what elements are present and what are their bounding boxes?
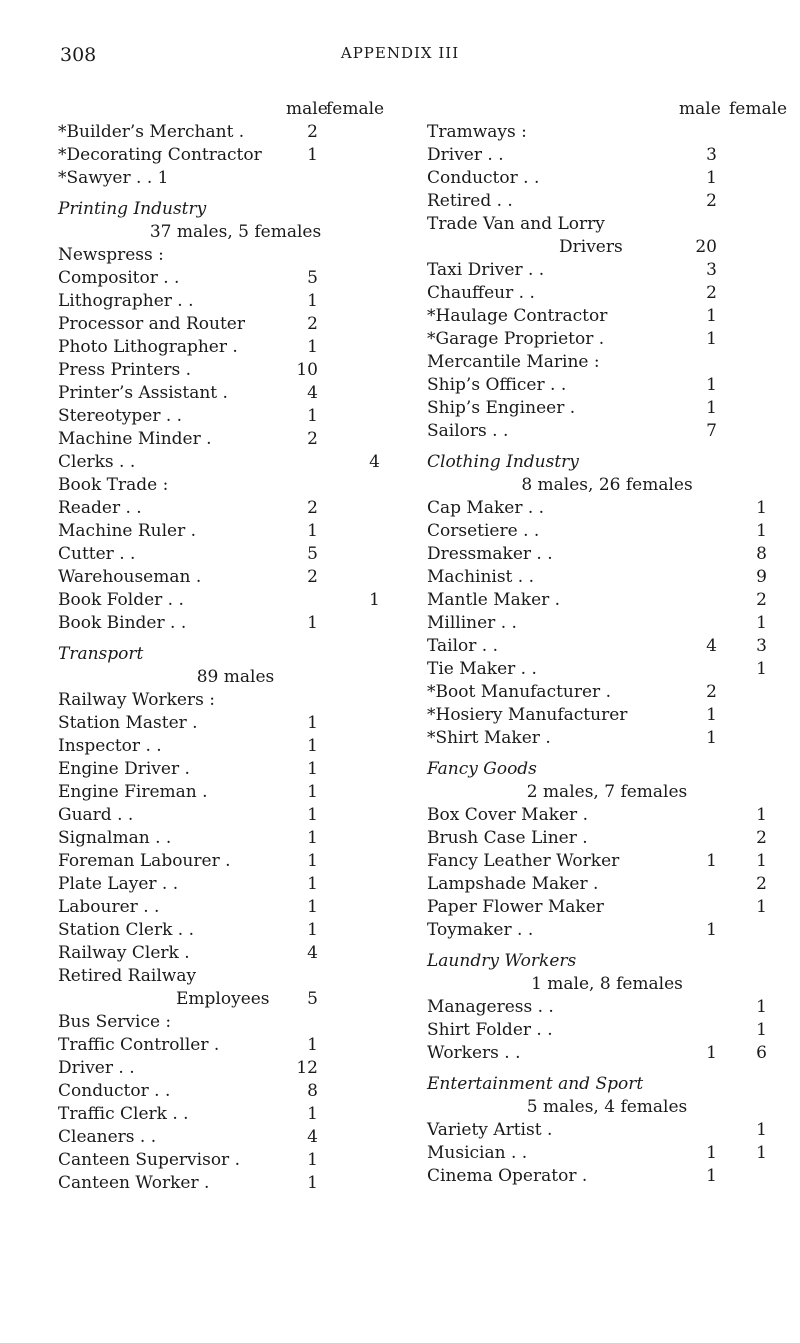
section-totals	[58, 666, 413, 689]
occupation-row	[427, 827, 787, 850]
male-count: 1	[307, 897, 318, 917]
female-count: 9	[756, 567, 767, 587]
occupation-row	[58, 497, 413, 520]
row-label: 8 males, 26 females	[521, 475, 693, 495]
row-label: Canteen Worker .	[58, 1173, 210, 1193]
occupation-row	[58, 942, 413, 965]
male-count: 1	[706, 168, 717, 188]
occupation-row	[58, 988, 413, 1011]
row-label: Machine Ruler .	[58, 521, 197, 541]
occupation-row	[58, 612, 413, 635]
male-count: 1	[307, 337, 318, 357]
row-label: Labourer . .	[58, 897, 160, 917]
male-count: 1	[307, 713, 318, 733]
row-label: Conductor . .	[427, 168, 540, 188]
male-count: 1	[706, 329, 717, 349]
row-label: Sailors . .	[427, 421, 509, 441]
occupation-row	[58, 827, 413, 850]
occupation-row	[427, 167, 787, 190]
row-label: Photo Lithographer .	[58, 337, 238, 357]
row-label: Warehouseman .	[58, 567, 202, 587]
row-label: Shirt Folder . .	[427, 1020, 553, 1040]
occupation-row	[427, 1165, 787, 1188]
male-count: 8	[307, 1081, 318, 1101]
row-label: Brush Case Liner .	[427, 828, 588, 848]
row-label: Railway Workers :	[58, 690, 215, 710]
row-label: Press Printers .	[58, 360, 191, 380]
row-label: Canteen Supervisor .	[58, 1150, 240, 1170]
occupation-row	[427, 1019, 787, 1042]
occupation-row	[427, 727, 787, 750]
occupation-row	[427, 236, 787, 259]
row-label: Newspress :	[58, 245, 164, 265]
occupation-row	[427, 1042, 787, 1065]
male-count: 1	[706, 705, 717, 725]
occupation-row	[427, 566, 787, 589]
page-number: 308	[60, 44, 97, 66]
male-count: 1	[307, 1104, 318, 1124]
row-label: *Boot Manufacturer .	[427, 682, 611, 702]
row-label: Book Folder . .	[58, 590, 184, 610]
occupation-row	[58, 520, 413, 543]
row-label: Lithographer . .	[58, 291, 194, 311]
occupation-row	[58, 919, 413, 942]
occupation-row	[427, 520, 787, 543]
occupation-row	[58, 428, 413, 451]
occupation-row	[58, 121, 413, 144]
male-count: 10	[296, 360, 318, 380]
row-label: Fancy Goods	[427, 759, 537, 779]
occupation-row	[58, 566, 413, 589]
occupation-row	[427, 996, 787, 1019]
male-count: 3	[706, 260, 717, 280]
section-gap	[427, 1065, 787, 1073]
male-count: 1	[307, 805, 318, 825]
female-count: 1	[756, 659, 767, 679]
row-label: *Shirt Maker .	[427, 728, 551, 748]
row-label: Taxi Driver . .	[427, 260, 545, 280]
occupation-row	[58, 1057, 413, 1080]
occupation-row	[427, 144, 787, 167]
male-count: 1	[307, 521, 318, 541]
column-heading	[427, 98, 787, 121]
female-count: 1	[756, 498, 767, 518]
row-label: *Hosiery Manufacturer	[427, 705, 628, 725]
male-count: 4	[307, 383, 318, 403]
row-label: *Decorating Contractor	[58, 145, 262, 165]
male-count: 1	[307, 759, 318, 779]
occupation-row	[58, 689, 413, 712]
occupation-row	[58, 313, 413, 336]
occupation-row	[427, 420, 787, 443]
occupation-row	[58, 290, 413, 313]
row-label: Musician . .	[427, 1143, 528, 1163]
male-count: 2	[307, 567, 318, 587]
row-label: Workers . .	[427, 1043, 521, 1063]
section-title	[58, 198, 413, 221]
occupation-row	[427, 397, 787, 420]
row-label: Engine Driver .	[58, 759, 190, 779]
male-count: 1	[307, 1035, 318, 1055]
section-totals	[427, 474, 787, 497]
section-title	[427, 950, 787, 973]
occupation-row	[427, 873, 787, 896]
row-label: Toymaker . .	[427, 920, 534, 940]
occupation-row	[58, 144, 413, 167]
female-count: 4	[369, 452, 380, 472]
male-count: 1	[307, 736, 318, 756]
occupation-row	[58, 758, 413, 781]
row-label: Mantle Maker .	[427, 590, 561, 610]
section-gap	[427, 443, 787, 451]
male-count: 7	[706, 421, 717, 441]
female-heading: female	[729, 99, 788, 119]
row-label: Plate Layer . .	[58, 874, 179, 894]
row-label: Retired . .	[427, 191, 513, 211]
occupation-row	[58, 850, 413, 873]
row-label: Railway Clerk .	[58, 943, 190, 963]
occupation-row	[58, 965, 413, 988]
row-label: Paper Flower Maker	[427, 897, 604, 917]
male-count: 4	[307, 943, 318, 963]
male-heading: male	[679, 99, 721, 119]
row-label: Tie Maker . .	[427, 659, 537, 679]
male-count: 1	[307, 1150, 318, 1170]
row-label: Tramways :	[427, 122, 527, 142]
row-label: Tailor . .	[427, 636, 499, 656]
row-label: Ship’s Engineer .	[427, 398, 576, 418]
occupation-row	[427, 1142, 787, 1165]
row-label: Bus Service :	[58, 1012, 172, 1032]
row-label: Cutter . .	[58, 544, 136, 564]
row-label: Stereotyper . .	[58, 406, 183, 426]
male-count: 2	[307, 498, 318, 518]
occupation-row	[427, 121, 787, 144]
section-totals	[427, 973, 787, 996]
row-label: 37 males, 5 females	[149, 222, 322, 242]
male-count: 1	[706, 728, 717, 748]
male-count: 5	[307, 268, 318, 288]
section-totals	[58, 221, 413, 244]
row-label: Driver . .	[427, 145, 504, 165]
row-label: Employees	[176, 989, 270, 1009]
row-label: Foreman Labourer .	[58, 851, 231, 871]
row-label: Milliner . .	[427, 613, 517, 633]
row-label: Reader . .	[58, 498, 142, 518]
occupation-row	[427, 704, 787, 727]
male-count: 1	[706, 851, 717, 871]
row-label: Fancy Leather Worker	[427, 851, 620, 871]
right-column	[427, 98, 787, 1188]
occupation-row	[58, 1080, 413, 1103]
row-label: Conductor . .	[58, 1081, 171, 1101]
occupation-row	[58, 405, 413, 428]
occupation-row	[58, 1103, 413, 1126]
section-totals	[427, 1096, 787, 1119]
occupation-row	[427, 328, 787, 351]
occupation-row	[58, 267, 413, 290]
row-label: Machinist . .	[427, 567, 535, 587]
occupation-row	[427, 919, 787, 942]
occupation-row	[58, 896, 413, 919]
row-label: Machine Minder .	[58, 429, 212, 449]
female-count: 1	[756, 897, 767, 917]
section-title	[58, 643, 413, 666]
occupation-row	[427, 612, 787, 635]
occupation-row	[58, 1126, 413, 1149]
occupation-row	[58, 1034, 413, 1057]
section-gap	[58, 635, 413, 643]
occupation-row	[427, 850, 787, 873]
male-count: 2	[307, 314, 318, 334]
row-label: *Haulage Contractor	[427, 306, 608, 326]
row-label: Inspector . .	[58, 736, 162, 756]
row-label: *Sawyer . . 1	[58, 168, 169, 188]
row-label: Drivers	[559, 237, 623, 257]
row-label: Entertainment and Sport	[427, 1074, 644, 1094]
running-head: APPENDIX III	[340, 44, 460, 62]
occupation-row	[58, 1172, 413, 1195]
female-count: 1	[756, 613, 767, 633]
female-count: 6	[756, 1043, 767, 1063]
occupation-row	[427, 190, 787, 213]
occupation-row	[427, 374, 787, 397]
row-label: 89 males	[196, 667, 275, 687]
female-count: 8	[756, 544, 767, 564]
male-count: 1	[307, 851, 318, 871]
row-label: Trade Van and Lorry	[427, 214, 605, 234]
row-label: Corsetiere . .	[427, 521, 540, 541]
occupation-row	[58, 474, 413, 497]
row-label: Station Clerk . .	[58, 920, 195, 940]
male-count: 1	[307, 613, 318, 633]
section-title	[427, 758, 787, 781]
male-count: 2	[706, 682, 717, 702]
occupation-row	[427, 282, 787, 305]
female-count: 2	[756, 590, 767, 610]
row-label: *Builder’s Merchant .	[58, 122, 245, 142]
row-label: Clerks . .	[58, 452, 136, 472]
male-count: 1	[307, 782, 318, 802]
row-label: *Garage Proprietor .	[427, 329, 605, 349]
page-header	[0, 44, 800, 68]
occupation-row	[58, 382, 413, 405]
section-title	[427, 451, 787, 474]
occupation-row	[427, 681, 787, 704]
occupation-row	[427, 658, 787, 681]
male-heading: male	[286, 99, 328, 119]
male-count: 2	[706, 283, 717, 303]
occupation-row	[58, 589, 413, 612]
female-count: 1	[756, 1143, 767, 1163]
row-label: Laundry Workers	[427, 951, 577, 971]
row-label: Printing Industry	[58, 199, 207, 219]
section-gap	[427, 750, 787, 758]
row-label: Variety Artist .	[427, 1120, 553, 1140]
male-count: 12	[296, 1058, 318, 1078]
row-label: 5 males, 4 females	[526, 1097, 688, 1117]
row-label: Clothing Industry	[427, 452, 579, 472]
occupation-row	[58, 359, 413, 382]
occupation-row	[427, 1119, 787, 1142]
occupation-row	[427, 543, 787, 566]
occupation-row	[58, 336, 413, 359]
female-count: 1	[756, 521, 767, 541]
occupation-row	[58, 735, 413, 758]
occupation-row	[58, 167, 413, 190]
occupation-row	[58, 451, 413, 474]
male-count: 2	[706, 191, 717, 211]
occupation-row	[427, 351, 787, 374]
male-count: 1	[706, 1143, 717, 1163]
female-heading: female	[326, 99, 385, 119]
row-label: Manageress . .	[427, 997, 554, 1017]
row-label: Ship’s Officer . .	[427, 375, 567, 395]
section-gap	[58, 190, 413, 198]
row-label: Driver . .	[58, 1058, 135, 1078]
row-label: 1 male, 8 females	[531, 974, 683, 994]
male-count: 3	[706, 145, 717, 165]
occupation-row	[58, 1149, 413, 1172]
row-label: Station Master .	[58, 713, 198, 733]
male-count: 1	[706, 398, 717, 418]
row-label: Printer’s Assistant .	[58, 383, 228, 403]
occupation-row	[427, 497, 787, 520]
row-label: Cleaners . .	[58, 1127, 157, 1147]
male-count: 1	[706, 1166, 717, 1186]
row-label: Engine Fireman .	[58, 782, 208, 802]
male-count: 2	[307, 122, 318, 142]
row-label: Mercantile Marine :	[427, 352, 600, 372]
row-label: Guard . .	[58, 805, 134, 825]
male-count: 5	[307, 544, 318, 564]
section-gap	[427, 942, 787, 950]
row-label: 2 males, 7 females	[526, 782, 688, 802]
row-label: Dressmaker . .	[427, 544, 553, 564]
female-count: 1	[756, 805, 767, 825]
male-count: 1	[706, 375, 717, 395]
occupation-row	[427, 259, 787, 282]
occupation-row	[427, 213, 787, 236]
row-label: Lampshade Maker .	[427, 874, 599, 894]
row-label: Traffic Controller .	[58, 1035, 220, 1055]
male-count: 1	[307, 406, 318, 426]
female-count: 2	[756, 874, 767, 894]
male-count: 5	[307, 989, 318, 1009]
male-count: 1	[706, 920, 717, 940]
female-count: 1	[756, 1020, 767, 1040]
occupation-row	[58, 712, 413, 735]
male-count: 1	[706, 306, 717, 326]
male-count: 1	[706, 1043, 717, 1063]
occupation-row	[58, 244, 413, 267]
male-count: 1	[307, 920, 318, 940]
female-count: 3	[756, 636, 767, 656]
occupation-row	[58, 804, 413, 827]
occupation-row	[427, 896, 787, 919]
occupation-row	[58, 873, 413, 896]
female-count: 1	[756, 851, 767, 871]
row-label: Cap Maker . .	[427, 498, 545, 518]
left-column	[58, 98, 413, 1195]
row-label: Book Trade :	[58, 475, 169, 495]
male-count: 1	[307, 828, 318, 848]
row-label: Retired Railway	[58, 966, 197, 986]
male-count: 2	[307, 429, 318, 449]
male-count: 1	[307, 1173, 318, 1193]
row-label: Book Binder . .	[58, 613, 187, 633]
male-count: 1	[307, 145, 318, 165]
occupation-row	[58, 543, 413, 566]
row-label: Traffic Clerk . .	[58, 1104, 189, 1124]
female-count: 1	[756, 997, 767, 1017]
row-label: Compositor . .	[58, 268, 180, 288]
female-count: 1	[369, 590, 380, 610]
occupation-row	[427, 589, 787, 612]
row-label: Cinema Operator .	[427, 1166, 588, 1186]
male-count: 1	[307, 291, 318, 311]
section-title	[427, 1073, 787, 1096]
male-count: 4	[706, 636, 717, 656]
female-count: 1	[756, 1120, 767, 1140]
row-label: Signalman . .	[58, 828, 172, 848]
row-label: Box Cover Maker .	[427, 805, 588, 825]
occupation-row	[427, 804, 787, 827]
male-count: 20	[695, 237, 717, 257]
occupation-row	[58, 1011, 413, 1034]
column-heading	[58, 98, 413, 121]
occupation-row	[427, 305, 787, 328]
occupation-row	[427, 635, 787, 658]
female-count: 2	[756, 828, 767, 848]
male-count: 1	[307, 874, 318, 894]
male-count: 4	[307, 1127, 318, 1147]
row-label: Transport	[58, 644, 144, 664]
row-label: Chauffeur . .	[427, 283, 535, 303]
occupation-row	[58, 781, 413, 804]
row-label: Processor and Router	[58, 314, 245, 334]
section-totals	[427, 781, 787, 804]
